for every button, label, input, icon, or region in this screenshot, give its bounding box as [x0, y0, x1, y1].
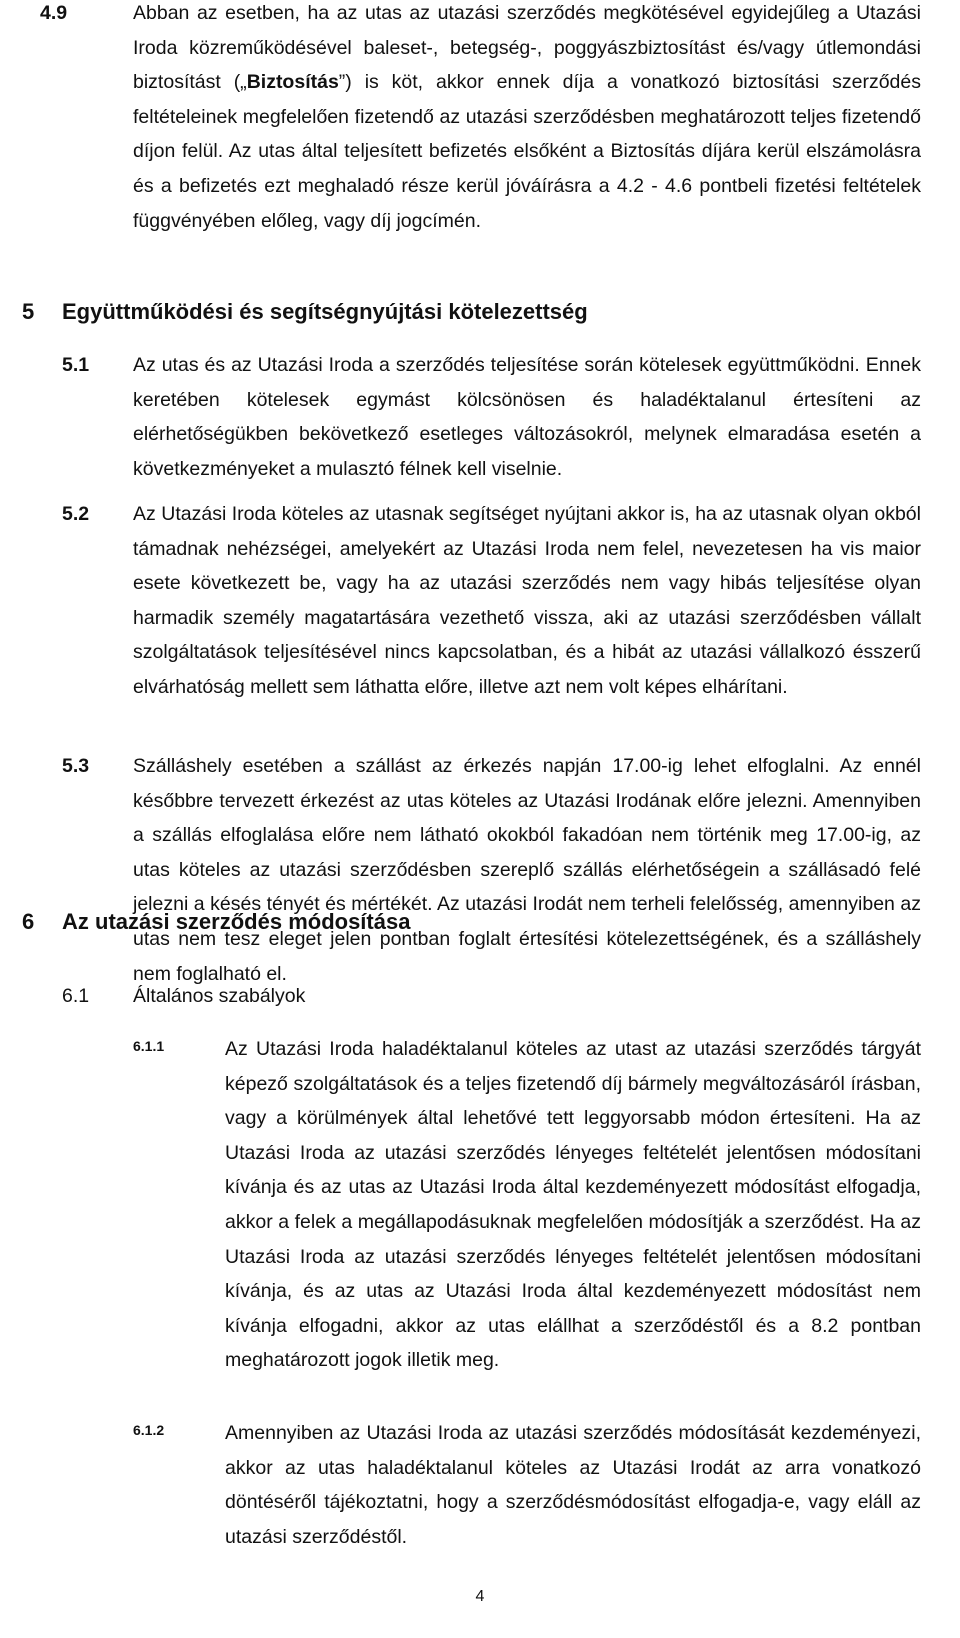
subsection-title: Általános szabályok — [133, 985, 306, 1007]
paragraph-number: 4.9 — [40, 2, 68, 24]
paragraph-text: ”) is köt, akkor ennek díja a vonatkozó biztosítási szerződés feltételeinek megfelelően fizetendő az utazási szerződésben meghatározott teljes fizetendő díjon felül. Az utas által teljesített befizetés elsőként a Biztosítás díjára kerül elszámolásra és a befizetés ezt meghaladó része kerül jóváírásra a 4.2 - 4.6 pontbeli fizetési feltételek függvényében előleg, vagy díj jogcímén. — [133, 71, 921, 232]
paragraph-6-1-1: Az Utazási Iroda haladéktalanul köteles az utast az utazási szerződés tárgyát képező szolgáltatások és a teljes fizetendő díj bármely megváltozásáról írásban, vagy a körülmények által lehetővé tett leggyorsabb módon értesíteni. Ha az Utazási Iroda az utazási szerződés lényeges feltételét jelentősen módosítani kívánja és az utas az Utazási Iroda által kezdeményezett módosítást elfogadja, akkor a felek a megállapodásuknak megfelelően módosítják a szerződést. Ha az Utazási Iroda az utazási szerződés lényeges feltételét jelentősen módosítani kívánja, és az utas az Utazási Iroda által kezdeményezett módosítást nem kívánja elfogadni, akkor az utas elállhat a szerződéstől és a 8.2 pontban meghatározott jogok illetik meg. — [225, 1038, 921, 1372]
paragraph-4-9 — [133, 0, 921, 238]
section-number: 5 — [22, 299, 35, 324]
section-number: 6 — [22, 909, 35, 934]
paragraph-6-1-2: Amennyiben az Utazási Iroda az utazási szerződés módosítását kezdeményezi, akkor az utas haladéktalanul köteles az Utazási Irodát az arra vonatkozó döntéséről tájékoztatni, hogy a szerződésmódosítást elfogadja-e, vagy eláll az utazási szerződéstől. — [225, 1422, 921, 1548]
section-title: Az utazási szerződés módosítása — [62, 909, 411, 934]
subsection-number: 6.1 — [62, 985, 90, 1007]
section-title: Együttműködési és segítségnyújtási kötelezettség — [62, 299, 588, 324]
page-number: 4 — [475, 1588, 485, 1605]
paragraph-number: 5.1 — [62, 354, 90, 376]
paragraph-number: 5.2 — [62, 503, 90, 525]
paragraph-text: Abban az esetben, ha az utas az utazási szerződés megkötésével egyidejűleg a Utazási Iroda közreműködésével baleset-, betegség-, poggyászbiztosítást és/vagy útlemondási biztosítást („ — [133, 2, 921, 94]
paragraph-number: 5.3 — [62, 755, 90, 777]
paragraph-number: 6.1.2 — [133, 1422, 165, 1438]
paragraph-5-1: Az utas és az Utazási Iroda a szerződés teljesítése során kötelesek együttműködni. Ennek keretében kötelesek egymást kölcsönösen és haladéktalanul értesíteni az elérhetőségükben bekövetkező esetleges változásokról, melynek elmaradása esetén a következményeket a mulasztó félnek kell viselnie. — [133, 354, 921, 480]
paragraph-number: 6.1.1 — [133, 1038, 165, 1054]
defined-term: Biztosítás — [246, 71, 339, 94]
paragraph-5-2: Az Utazási Iroda köteles az utasnak segítséget nyújtani akkor is, ha az utasnak olyan okból támadnak nehézségei, amelyekért az Utazási Iroda nem felel, nevezetesen ha vis maior esete következett be, vagy ha az utazási szerződés nem vagy hibás teljesítése olyan harmadik személy magatartására vezethető vissza, aki az utazási szerződésben vállalt szolgáltatások teljesítésével nincs kapcsolatban, és a hibát az utazási vállalkozó ésszerű elvárhatóság mellett sem láthatta előre, illetve azt nem volt képes elhárítani. — [133, 503, 921, 698]
paragraph-5-3: Szálláshely esetében a szállást az érkezés napján 17.00-ig lehet elfoglalni. Az ennél későbbre tervezett érkezést az utas köteles az Utazási Irodának előre jelezni. Amennyiben a szállás elfoglalása előre nem látható okokból fakadóan nem történik meg 17.00-ig, az utas köteles az utazási szerződésben szereplő szállás elérhetőségein a szállásadó felé jelezni a késés tényét és mértékét. Az utazási Irodát nem terheli felelősség, amennyiben az utas nem tesz eleget jelen pontban foglalt értesítési kötelezettségének, és a szálláshely nem foglalható el. — [133, 755, 921, 985]
